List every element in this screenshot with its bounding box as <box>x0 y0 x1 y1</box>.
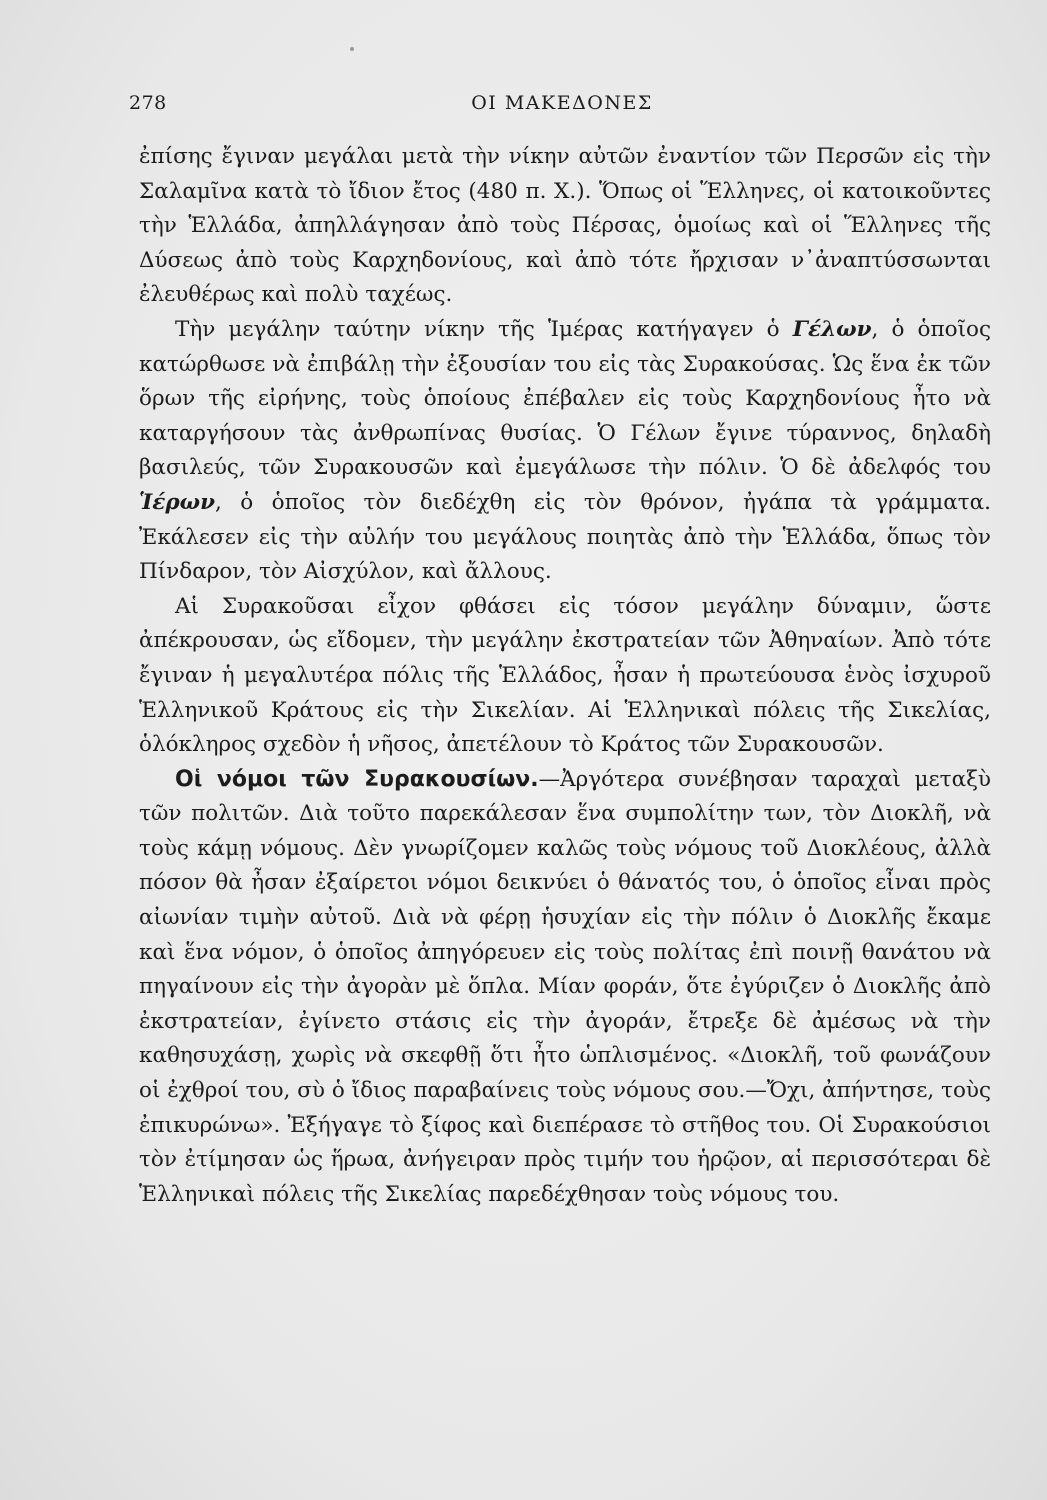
page-header <box>129 92 995 120</box>
paragraph-2-part-a: Τὴν μεγάλην ταύτην νίκην τῆς Ἱμέρας κατήγαγεν ὁ <box>175 316 793 342</box>
running-title: ΟΙ ΜΑΚΕΔΟΝΕΣ <box>471 92 653 114</box>
paragraph-2-part-c: , ὁ ὁποῖος τὸν διεδέχθη εἰς τὸν θρόνον, ἠγάπα τὰ γράμματα. Ἐκάλεσεν εἰς τὴν αὐλήν του μεγάλους ποιητὰς ἀπὸ τὴν Ἑλλάδα, ὅπως τὸν Πίνδαρον, τὸν Αἰσχύλον, καὶ ἄλλους. <box>139 489 991 585</box>
paragraph-4 <box>139 763 991 1213</box>
section-heading: Οἱ νόμοι τῶν Συρακουσίων. <box>175 766 539 792</box>
page-number: 278 <box>129 92 167 114</box>
paragraph-3: Αἱ Συρακοῦσαι εἶχον φθάσει εἰς τόσον μεγάλην δύναμιν, ὥστε ἀπέκρουσαν, ὡς εἴδομεν, τὴν μεγάλην ἐκστρατείαν τῶν Ἀθηναίων. Ἀπὸ τότε ἔγιναν ἡ μεγαλυτέρα πόλις τῆς Ἑλλάδος, ἦσαν ἡ πρωτεύουσα ἑνὸς ἰσχυροῦ Ἑλληνικοῦ Κράτους εἰς τὴν Σικελίαν. Αἱ Ἑλληνικαὶ πόλεις τῆς Σικελίας, ὁλόκληρος σχεδὸν ἡ νῆσος, ἀπετέλουν τὸ Κράτος τῶν Συρακουσῶν. <box>139 593 991 758</box>
paragraph-1: ἐπίσης ἔγιναν μεγάλαι μετὰ τὴν νίκην αὐτῶν ἐναντίον τῶν Περσῶν εἰς τὴν Σαλαμῖνα κατὰ τὸ ἴδιον ἔτος (480 π. Χ.). Ὅπως οἱ Ἕλληνες, οἱ κατοικοῦντες τὴν Ἑλλάδα, ἀπηλλάγησαν ἀπὸ τοὺς Πέρσας, ὁμοίως καὶ οἱ Ἕλληνες τῆς Δύσεως ἀπὸ τοὺς Καρχηδονίους, καὶ ἀπὸ τότε ἤρχισαν ν᾽ἀναπτύσσωνται ἐλευθέρως καὶ πολὺ ταχέως. <box>139 144 991 308</box>
body-text <box>139 140 991 1212</box>
paragraph-4-text: —Ἀργότερα συνέβησαν ταραχαὶ μεταξὺ τῶν πολιτῶν. Διὰ τοῦτο παρεκάλεσαν ἕνα συμπολίτην των, τὸν Διοκλῆ, νὰ τοὺς κάμῃ νόμους. Δὲν γνωρίζομεν καλῶς τοὺς νόμους τοῦ Διοκλέους, ἀλλὰ πόσον θὰ ἦσαν ἐξαίρετοι νόμοι δεικνύει ὁ θάνατός του, ὁ ὁποῖος εἶναι πρὸς αἰωνίαν τιμὴν αὐτοῦ. Διὰ νὰ φέρῃ ἡσυχίαν εἰς τὴν πόλιν ὁ Διοκλῆς ἔκαμε καὶ ἕνα νόμον, ὁ ὁποῖος ἀπηγόρευεν εἰς τοὺς πολίτας ἐπὶ ποινῇ θανάτου νὰ πηγαίνουν εἰς τὴν ἀγορὰν μὲ ὅπλα. Μίαν φοράν, ὅτε ἐγύριζεν ὁ Διοκλῆς ἀπὸ ἐκστρατείαν, ἐγίνετο στάσις εἰς τὴν ἀγοράν, ἔτρεξε δὲ ἀμέσως νὰ τὴν καθησυχάσῃ, χωρὶς νὰ σκεφθῇ ὅτι ἦτο ὡπλισμένος. «Διοκλῆ, τοῦ φωνάζουν οἱ ἐχθροί του, σὺ ὁ ἴδιος παραβαίνεις τοὺς νόμους σου.—Ὄχι, ἀπήντησε, τοὺς ἐπικυρώνω». Ἐξήγαγε τὸ ξίφος καὶ διεπέρασε τὸ στῆθος του. Οἱ Συρακούσιοι τὸν ἐτίμησαν ὡς ἥρωα, ἀνήγειραν πρὸς τιμήν του ἡρῷον, αἱ περισσότεραι δὲ Ἑλληνικαὶ πόλεις τῆς Σικελίας παρεδέχθησαν τοὺς νόμους του. <box>139 766 991 1207</box>
ink-speck <box>350 47 354 51</box>
name-gelon: Γέλων <box>792 316 872 342</box>
name-ieron: Ἱέρων <box>139 489 216 515</box>
paragraph-2 <box>139 313 991 590</box>
paragraph-2-part-b: , ὁ ὁποῖος κατώρθωσε νὰ ἐπιβάλῃ τὴν ἐξουσίαν του εἰς τὰς Συρακούσας. Ὡς ἕνα ἐκ τῶν ὅρων τῆς εἰρήνης, τοὺς ὁποίους ἐπέβαλεν εἰς τοὺς Καρχηδονίους ἦτο νὰ καταργήσουν τὰς ἀνθρωπίνας θυσίας. Ὁ Γέλων ἔγινε τύραννος, δηλαδὴ βασιλεύς, τῶν Συρακουσῶν καὶ ἐμεγάλωσε τὴν πόλιν. Ὁ δὲ ἀδελφός του <box>139 316 991 481</box>
